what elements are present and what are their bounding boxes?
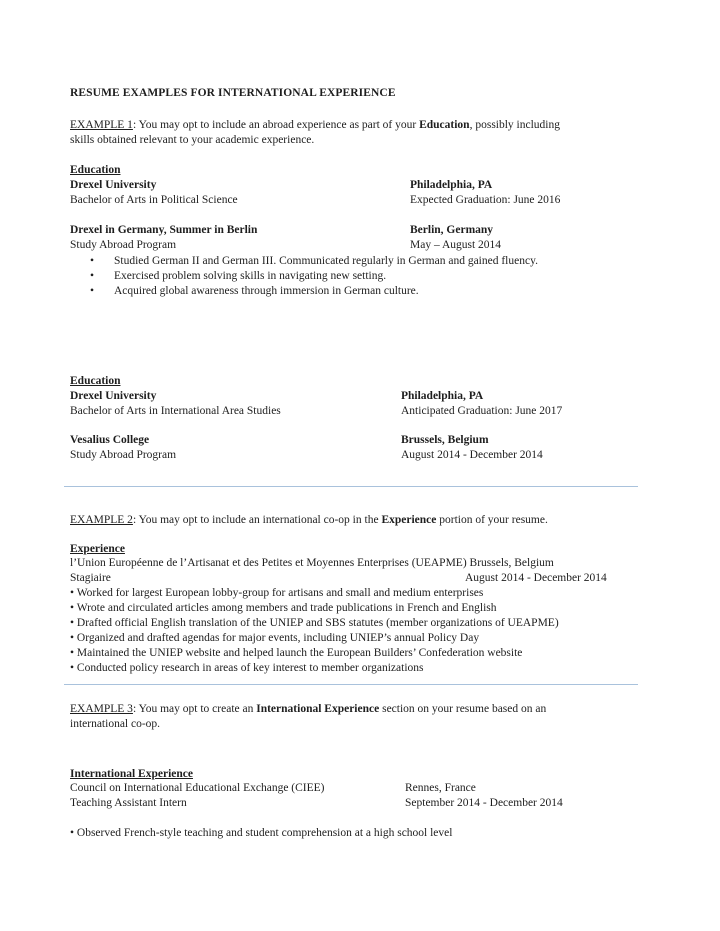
example2-dates: August 2014 - December 2014 [465,572,607,584]
example1-abroad-program: Study Abroad Program [70,239,177,251]
example2-bullet: • Conducted policy research in areas of key interest to member organizations [70,662,424,674]
example2-bullet: • Drafted official English translation of the UNIEP and SBS statutes (member organizations of UEAPME) [70,617,559,629]
example1-abroad: Drexel in Germany, Summer in Berlin [70,224,258,236]
example2-label: EXAMPLE 2 [70,514,133,526]
example1b-abroad: Vesalius College [70,434,150,446]
example1b-degree: Bachelor of Arts in International Area Studies [70,405,281,417]
example3-role: Teaching Assistant Intern [70,797,187,809]
example1b-abroad-dates: August 2014 - December 2014 [401,449,543,461]
example1-label: EXAMPLE 1 [70,119,133,131]
example1-intro-line2: skills obtained relevant to your academic experience. [70,134,315,146]
example2-bullet: • Worked for largest European lobby-group for artisans and small and medium enterprises [70,587,484,599]
section-divider [64,684,638,685]
example2-bullet: • Wrote and circulated articles among members and trade publications in French and English [70,602,497,614]
example1b-school: Drexel University [70,390,157,402]
example3-location: Rennes, France [405,782,476,794]
example3-dates: September 2014 - December 2014 [405,797,563,809]
example1-school-location: Philadelphia, PA [410,179,493,191]
example1-education-heading: Education [70,164,121,176]
example2-bullet: • Maintained the UNIEP website and helped launch the European Builders’ Confederation website [70,647,523,659]
page-title: RESUME EXAMPLES FOR INTERNATIONAL EXPERIENCE [70,87,396,99]
example3-organization: Council on International Educational Exchange (CIEE) [70,782,325,794]
example2-bullet: • Organized and drafted agendas for major events, including UNIEP’s annual Policy Day [70,632,480,644]
example1-intro: EXAMPLE 1: You may opt to include an abroad experience as part of your Education, possibly including [70,119,560,131]
example1-school: Drexel University [70,179,157,191]
example3-heading: International Experience [70,768,193,780]
example1b-education-heading: Education [70,375,121,387]
example3-intro: EXAMPLE 3: You may opt to create an International Experience section on your resume based on an [70,703,547,715]
example1b-graduation: Anticipated Graduation: June 2017 [401,405,563,417]
example3-bullet: • Observed French-style teaching and student comprehension at a high school level [70,827,453,839]
example1-bullet: • Studied German II and German III. Communicated regularly in German and gained fluency. [90,254,538,269]
example1b-abroad-program: Study Abroad Program [70,449,177,461]
example1-abroad-location: Berlin, Germany [410,224,494,236]
example2-intro: EXAMPLE 2: You may opt to include an international co-op in the Experience portion of your resume. [70,514,548,526]
example1-degree: Bachelor of Arts in Political Science [70,194,238,206]
example3-intro-line2: international co-op. [70,718,161,730]
example1-bullet: • Exercised problem solving skills in navigating new setting. [90,269,386,284]
example1-graduation: Expected Graduation: June 2016 [410,194,561,206]
example1-abroad-dates: May – August 2014 [410,239,502,251]
example1b-abroad-location: Brussels, Belgium [401,434,489,446]
example2-organization: l’Union Européenne de l’Artisanat et des Petites et Moyennes Enterprises (UEAPME) Brussels, Belgium [70,557,554,569]
example2-role: Stagiaire [70,572,111,584]
example3-label: EXAMPLE 3 [70,703,133,715]
example1-bullet: • Acquired global awareness through immersion in German culture. [90,284,419,299]
section-divider [64,486,638,487]
example2-experience-heading: Experience [70,543,125,555]
example1b-school-location: Philadelphia, PA [401,390,484,402]
